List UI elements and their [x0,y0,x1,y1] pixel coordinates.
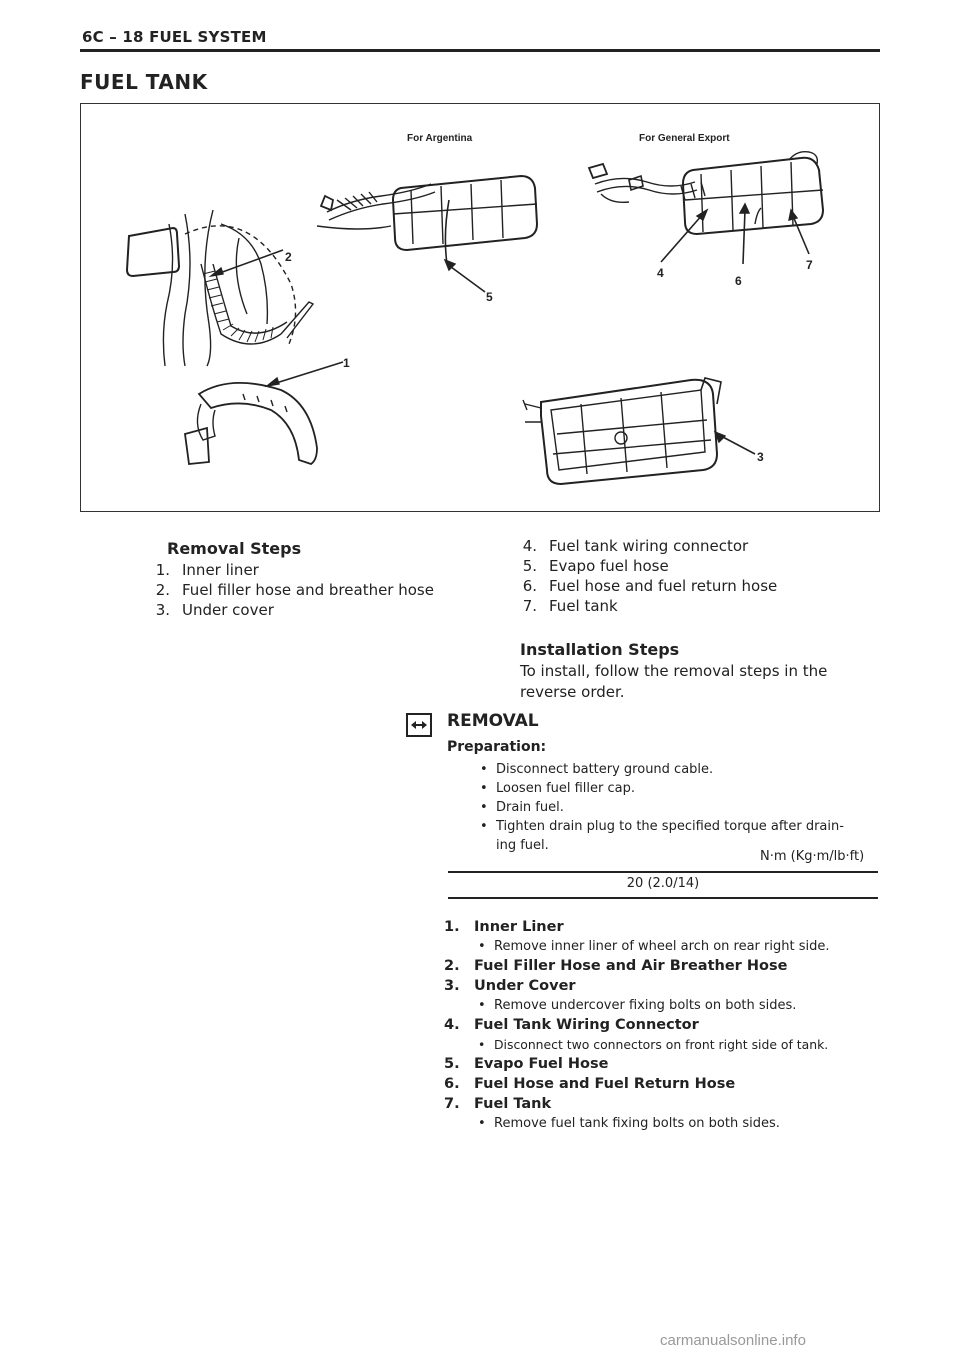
page-title: FUEL TANK [80,70,208,94]
preparation-heading: Preparation: [447,739,547,755]
fuel-tank-illustration [80,103,880,512]
callout-5: 5 [486,290,493,304]
caption-for-argentina: For Argentina [407,133,473,144]
list-item: 2. Fuel Filler Hose and Air Breather Hose [444,958,788,974]
list-item: 1. Inner liner [155,561,259,579]
installation-text: To install, follow the removal steps in the reverse order. [520,662,828,701]
removal-steps-right-list [507,536,777,616]
callout-2: 2 [285,250,292,264]
remove-install-arrows-icon [406,713,432,737]
list-item: 4. Fuel tank wiring connector [522,537,749,555]
list-item-note: • Remove inner liner of wheel arch on rear right side. [444,937,884,956]
torque-unit: N·m (Kg·m/lb·ft) [760,849,865,864]
list-item: 6. Fuel Hose and Fuel Return Hose [444,1076,736,1092]
list-item: 4. Fuel Tank Wiring Connector [444,1017,699,1033]
callout-6: 6 [735,274,742,288]
torque-table-bottom-rule [448,897,878,899]
section-header: 6C – 18 FUEL SYSTEM [82,28,267,46]
list-item: 7. Fuel Tank [444,1096,552,1112]
removal-heading: REMOVAL [447,711,539,731]
list-item-note: • Remove fuel tank fixing bolts on both sides. [444,1114,884,1133]
torque-table-top-rule [448,871,878,873]
list-item: 7. Fuel tank [522,597,618,615]
installation-steps-heading: Installation Steps [520,640,680,659]
detail-steps-list [444,917,884,1133]
callout-3: 3 [757,450,764,464]
list-item: 5. Evapo fuel hose [522,557,669,575]
removal-steps-heading: Removal Steps [167,539,302,558]
list-item: 1. Inner Liner [444,919,564,935]
list-item: 6. Fuel hose and fuel return hose [522,577,778,595]
removal-steps-left-list [140,560,434,620]
preparation-list [474,760,884,855]
list-item: 2. Fuel filler hose and breather hose [155,581,434,599]
list-item: 3. Under Cover [444,978,576,994]
callout-4: 4 [657,266,664,280]
list-item: • Loosen fuel filler cap. [474,779,884,798]
list-item: • Drain fuel. [474,798,884,817]
torque-value: 20 (2.0/14) [626,876,700,891]
list-item-continuation: ing fuel. [496,838,549,853]
list-item: 3. Under cover [155,601,274,619]
callout-7: 7 [806,258,813,272]
header-rule [80,49,880,52]
caption-for-general-export: For General Export [639,133,730,144]
list-item: • Disconnect battery ground cable. [474,760,884,779]
list-item-note: • Remove undercover fixing bolts on both sides. [444,996,884,1015]
list-item-note: • Disconnect two connectors on front right side of tank. [444,1035,884,1054]
callout-1: 1 [343,356,350,370]
watermark: carmanualsonline.info [660,1332,806,1349]
list-item: 5. Evapo Fuel Hose [444,1056,609,1072]
list-item: • Tighten drain plug to the specified torque after drain- [474,817,884,836]
